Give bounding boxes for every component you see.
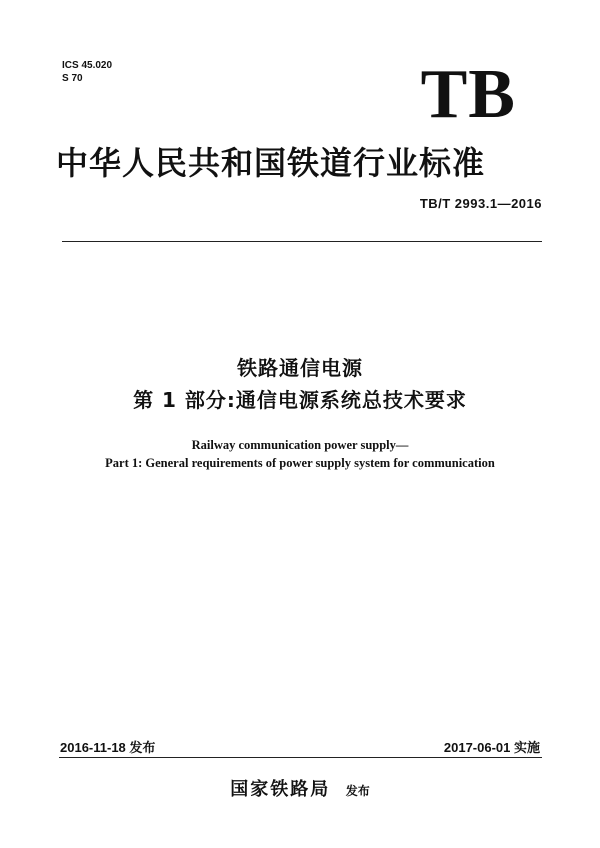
- classification-codes: [62, 59, 112, 85]
- standard-number: TB/T 2993.1—2016: [419, 196, 542, 211]
- header-divider: [62, 241, 542, 242]
- ccs-code: S 70: [62, 73, 83, 84]
- document-title-cn-line1: 铁路通信电源: [237, 356, 363, 380]
- document-title-en-line1: Railway communication power supply—: [191, 438, 409, 452]
- document-title-cn-line2: 第 1 部分:通信电源系统总技术要求: [133, 388, 467, 412]
- ics-code: ICS 45.020: [62, 60, 113, 71]
- issue-date: 2016-11-18 发布: [60, 740, 156, 755]
- publisher-line: [40, 775, 560, 801]
- publisher-name: 国家铁路局: [230, 779, 331, 800]
- document-title-en-line2: Part 1: General requirements of power supply system for communication: [105, 456, 495, 470]
- standard-title: 中华人民共和国铁道行业标准: [56, 144, 486, 182]
- implementation-date: 2017-06-01 实施: [443, 740, 540, 755]
- footer-divider: [59, 757, 542, 758]
- publish-action: 发布: [345, 784, 370, 798]
- tb-standard-mark: TB: [420, 56, 516, 133]
